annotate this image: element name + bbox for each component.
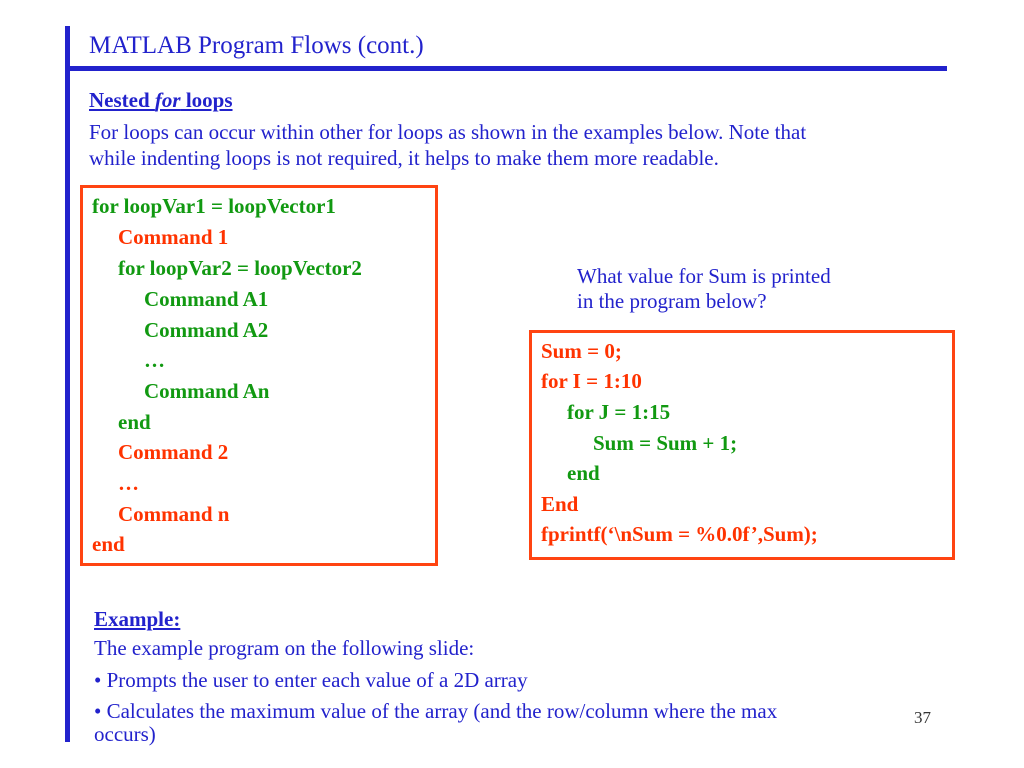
sum-program-code bbox=[529, 330, 955, 560]
left-accent-bar bbox=[65, 26, 70, 742]
intro-paragraph bbox=[89, 119, 989, 171]
code-line: end bbox=[567, 461, 600, 485]
intro-line-2: while indenting loops is not required, it helps to make them more readable. bbox=[89, 146, 719, 170]
code-line: for J = 1:15 bbox=[567, 400, 671, 424]
code-line: Command 2 bbox=[118, 440, 229, 464]
code-line: for loopVar1 = loopVector1 bbox=[92, 194, 336, 218]
heading-suffix: loops bbox=[180, 88, 233, 112]
example-bullet-2-continuation: occurs) bbox=[94, 722, 156, 746]
example-heading: Example: bbox=[94, 607, 181, 631]
heading-italic-for: for bbox=[154, 88, 181, 112]
code-line: for I = 1:10 bbox=[541, 369, 642, 393]
code-line: end bbox=[92, 532, 125, 556]
nested-loop-template-code bbox=[80, 185, 438, 566]
example-bullet-2: • Calculates the maximum value of the array (and the row/column where the max bbox=[94, 699, 778, 723]
code-line: end bbox=[118, 410, 151, 434]
code-line: Command An bbox=[144, 379, 270, 403]
code-line: End bbox=[541, 492, 579, 516]
intro-line-1: For loops can occur within other for loops as shown in the examples below. Note that bbox=[89, 120, 807, 144]
section-heading bbox=[89, 88, 233, 113]
code-line: … bbox=[144, 348, 165, 372]
code-line: for loopVar2 = loopVector2 bbox=[118, 256, 362, 280]
code-line: fprintf(‘\nSum = %0.0f’,Sum); bbox=[541, 522, 818, 546]
page-number: 37 bbox=[914, 708, 931, 727]
question-line-1: What value for Sum is printed bbox=[577, 264, 831, 288]
slide-title: MATLAB Program Flows (cont.) bbox=[89, 32, 424, 59]
example-bullet-1: • Prompts the user to enter each value of a 2D array bbox=[94, 668, 528, 692]
question-line-2: in the program below? bbox=[577, 289, 767, 313]
code-line: Sum = Sum + 1; bbox=[593, 431, 738, 455]
code-line: Command A1 bbox=[144, 287, 269, 311]
sum-question bbox=[577, 264, 831, 314]
code-line: Command A2 bbox=[144, 318, 269, 342]
code-line: Sum = 0; bbox=[541, 339, 622, 363]
heading-prefix: Nested bbox=[89, 88, 155, 112]
title-underline-bar bbox=[65, 66, 947, 71]
code-line: … bbox=[118, 471, 139, 495]
example-intro: The example program on the following slide: bbox=[94, 636, 475, 660]
code-line: Command 1 bbox=[118, 225, 229, 249]
code-line: Command n bbox=[118, 502, 230, 526]
